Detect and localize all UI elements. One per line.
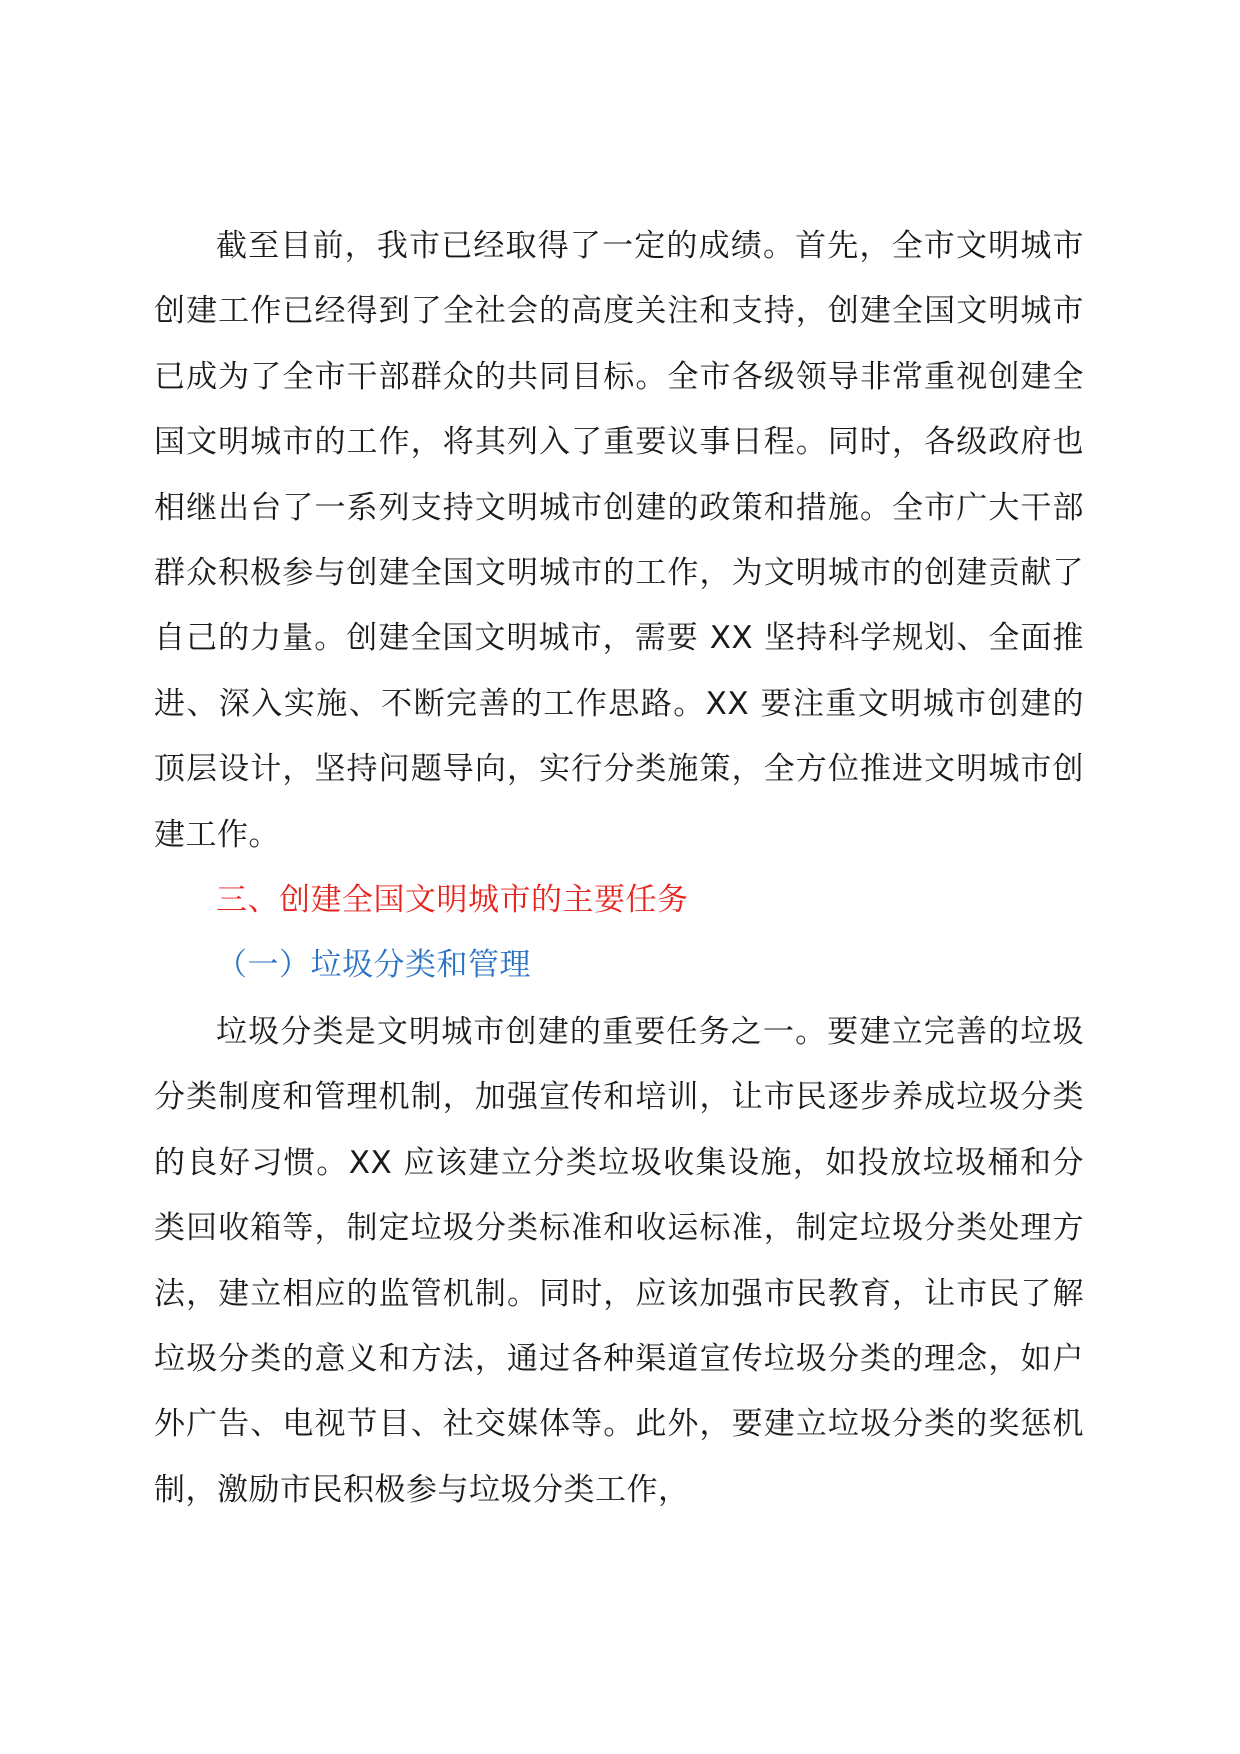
subsection-heading: （一）垃圾分类和管理 <box>216 947 531 984</box>
document-body <box>154 214 1084 1523</box>
body-paragraph: 截至目前，我市已经取得了一定的成绩。首先，全市文明城市创建工作已经得到了全社会的高度关注和支持，创建全国文明城市已成为了全市干部群众的共同目标。全市各级领导非常重视创建全国文明城市的工作，将其列入了重要议事日程。同时，各级政府也相继出台了一系列支持文明城市创建的政策和措施。全市广大干部群众积极参与创建全国文明城市的工作，为文明城市的创建贡献了自己的力量。创建全国文明城市，需要 XX 坚持科学规划、全面推进、深入实施、不断完善的工作思路。XX 要注重文明城市创建的顶层设计，坚持问题导向，实行分类施策，全方位推进文明城市创建工作。 <box>154 228 1084 853</box>
body-paragraph: 垃圾分类是文明城市创建的重要任务之一。要建立完善的垃圾分类制度和管理机制，加强宣传和培训，让市民逐步养成垃圾分类的良好习惯。XX 应该建立分类垃圾收集设施，如投放垃圾桶和分类回收箱等，制定垃圾分类标准和收运标准，制定垃圾分类处理方法，建立相应的监管机制。同时，应该加强市民教育，让市民了解垃圾分类的意义和方法，通过各种渠道宣传垃圾分类的理念，如户外广告、电视节目、社交媒体等。此外，要建立垃圾分类的奖惩机制，激励市民积极参与垃圾分类工作， <box>154 1013 1084 1508</box>
section-heading: 三、创建全国文明城市的主要任务 <box>216 882 689 919</box>
